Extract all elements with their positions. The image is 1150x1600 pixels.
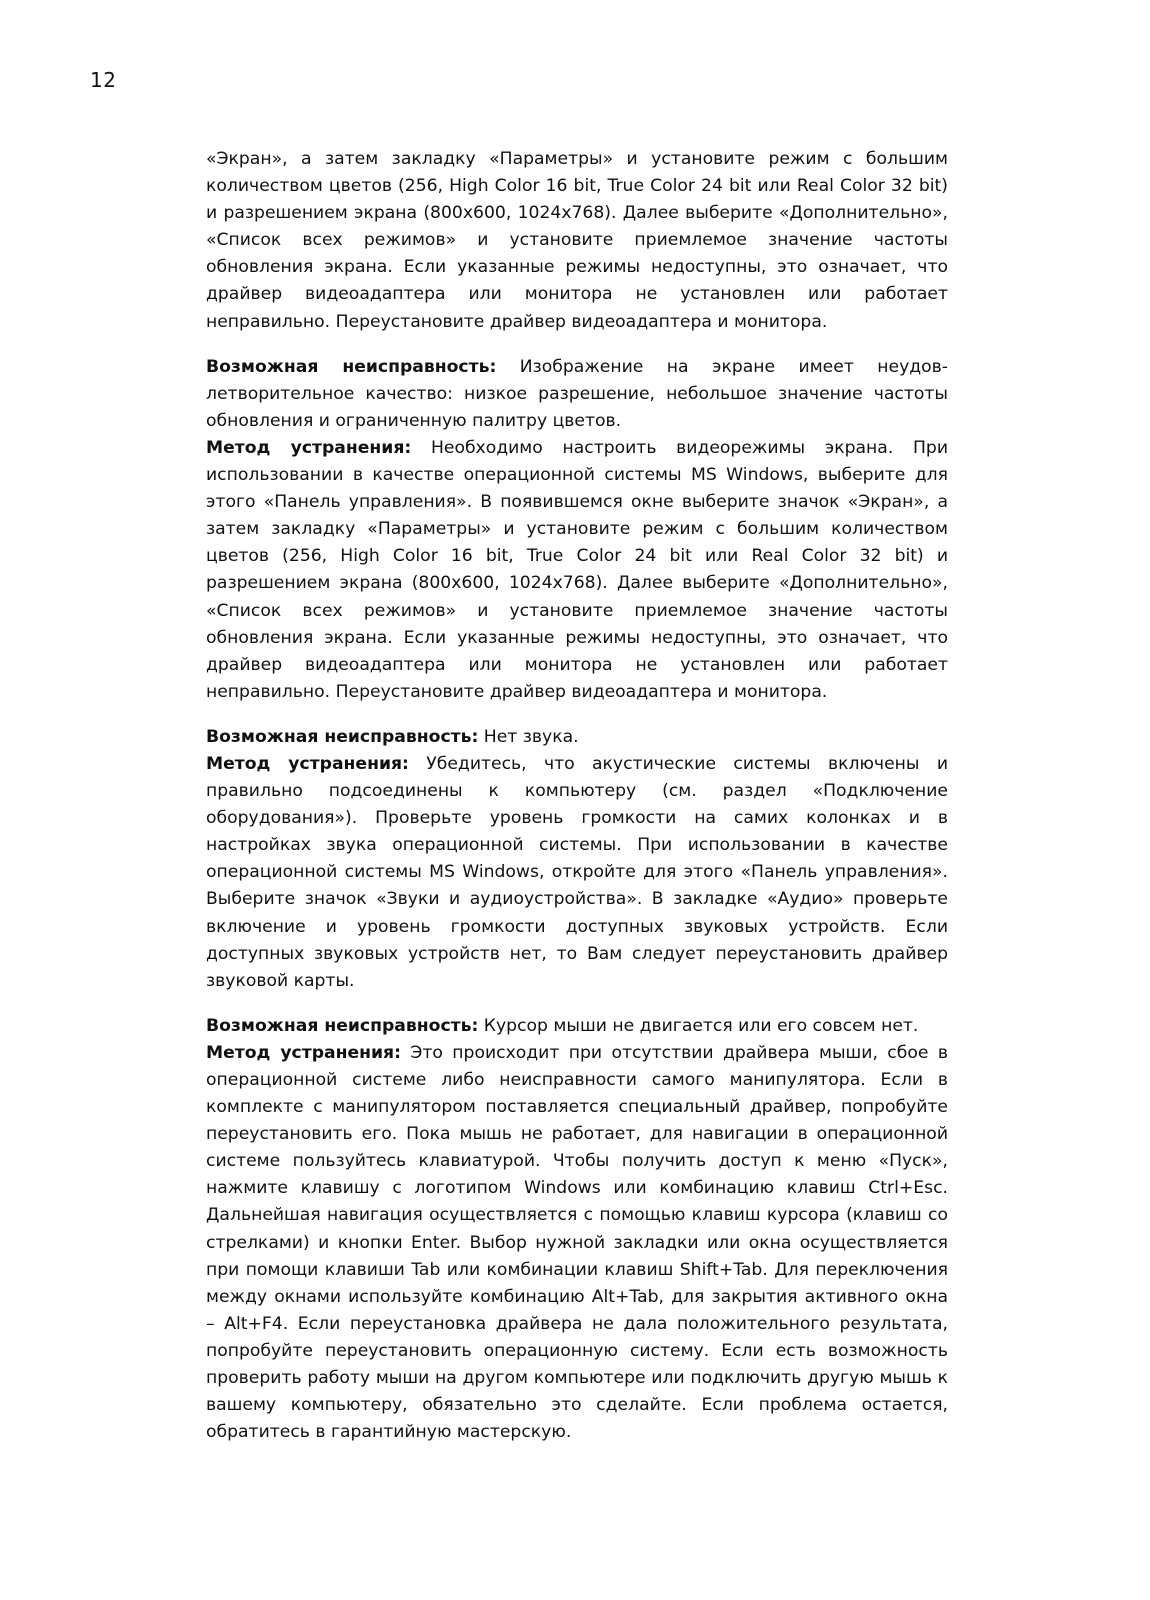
problem-label: Возможная неисправность: [206,726,479,747]
fix-label: Метод устранения: [206,1042,401,1063]
problem-text: Нет звука. [478,726,579,747]
fix-text: Это происходит при отсутствии драйвера мыши, сбое в операционной системе либо неисправности самого манипулятора. Если в комплекте с манипулятором поставляется специальный драйвер, попробуйте переустановить его. Пока мышь не работает, для навигации в операционной системе пользуйтесь клавиатурой. Чтобы получить доступ к меню «Пуск», нажмите клавишу с логотипом Windows или комбинацию клавиш Ctrl+Esc. Дальнейшая навигация осуществляется с помощью клавиш курсора (клавиш со стрелками) и кнопки Enter. Выбор нужной закладки или окна осуществляется при помощи клавиши Tab или комбинации клавиш Shift+Tab. Для переключения между окнами используйте комбинацию Alt+Tab, для закрытия активного окна – Alt+F4. Если переустановка драйвера не дала положительного результата, попробуйте переустановить операционную систему. Если есть возможность проверить работу мыши на другом компьютере или подключить другую мышь к вашему компьютеру, обязательно это сделайте. Если проблема остается, обратитесь в гарантийную мастерскую. [206,1042,948,1443]
problem-text: Курсор мыши не двигается или его совсем нет. [478,1015,919,1036]
page-number: 12 [90,68,117,92]
issue-block-display-quality [206,354,948,706]
issue-block-mouse-cursor [206,1013,948,1447]
problem-paragraph [206,1013,948,1040]
fix-label: Метод устранения: [206,437,412,458]
intro-paragraph: «Экран», а затем закладку «Параметры» и установите режим с большим количеством цветов (256, High Color 16 bit, True Color 24 bit или Real Color 32 bit) и разрешением экрана (800x600, 1024x768). Далее выберите «Дополнительно», «Список всех режимов» и установите приемлемое значение частоты обновления экрана. Если указанные режимы недоступны, это означает, что драйвер видеоадаптера или монитора не установлен или работает неправильно. Переустановите драйвер видеоадаптера и монитора. [206,149,948,332]
fix-paragraph [206,435,948,706]
fix-text: Необходимо настроить видеорежимы экрана. При использовании в качестве операционной системы MS Windows, выберите для этого «Панель управления». В появившемся окне выберите значок «Экран», а затем закладку «Параметры» и установите режим с большим количеством цветов (256, High Color 16 bit, True Color 24 bit или Real Color 32 bit) и разрешением экрана (800x600, 1024x768). Далее выберите «Дополнительно», «Список всех режимов» и установите приемлемое значение частоты обновления экрана. Если указанные режимы недоступны, это означает, что драйвер видеоадаптера или монитора не установлен или работает неправильно. Переустановите драйвер видеоадаптера и монитора. [206,437,948,702]
fix-text: Убедитесь, что акустические системы включены и правильно подсоединены к компьютеру (см. раздел «Подключение оборудования»). Проверьте уровень громкости на самих колонках и в настройках звука операционной системы. При использовании в качестве операционной системы MS Windows, откройте для этого «Панель управления». Выберите значок «Звуки и аудиоустройства». В закладке «Аудио» проверьте включение и уровень громкости доступных звуковых устройств. Если доступных звуковых устройств нет, то Вам следует переустановить драйвер звуковой карты. [206,753,948,991]
fix-paragraph [206,1040,948,1446]
fix-label: Метод устранения: [206,753,409,774]
problem-paragraph [206,724,948,751]
page-body [206,146,948,1446]
issue-block-no-sound [206,724,948,995]
fix-paragraph [206,751,948,995]
problem-text: Изображение на экране имеет неудовлетворительное качество: низкое разрешение, небольшое значение частоты обновления и ограниченную палитру цветов. [206,356,948,431]
problem-paragraph [206,354,948,435]
problem-label: Возможная неисправность: [206,356,497,377]
problem-label: Возможная неисправность: [206,1015,479,1036]
